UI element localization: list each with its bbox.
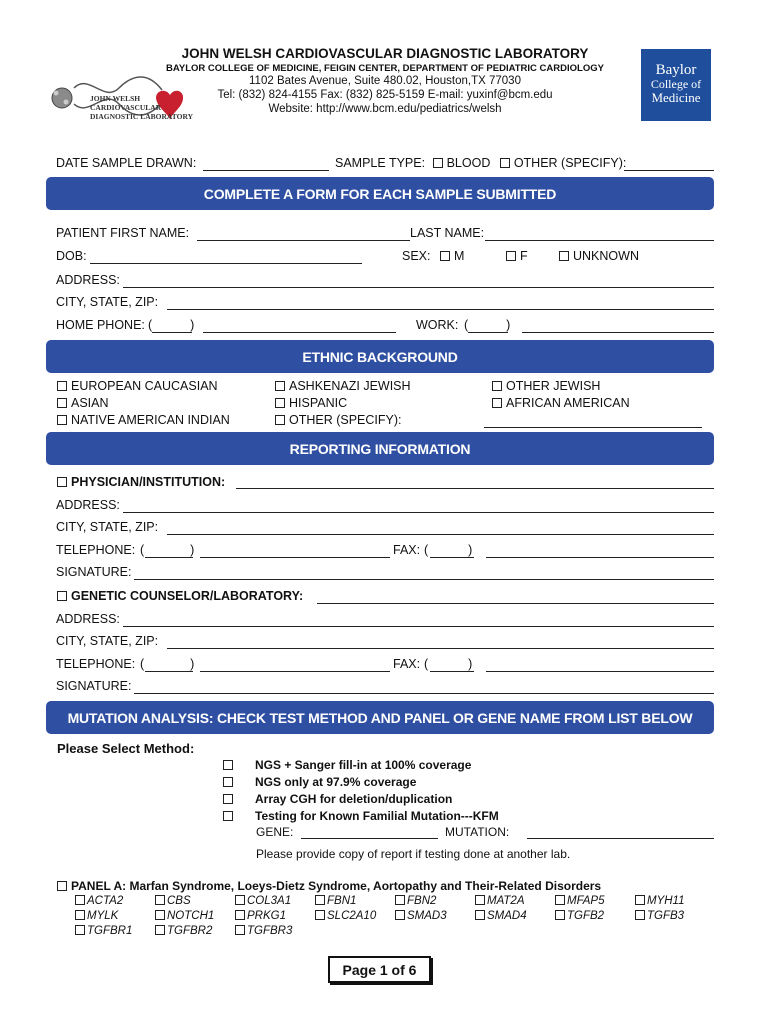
patient-city-label: CITY, STATE, ZIP: <box>56 295 159 309</box>
method-option: Array CGH for deletion/duplication <box>255 792 453 806</box>
gene-option[interactable]: PRKG1 <box>235 910 286 922</box>
physician-fax-label: FAX: <box>393 543 421 557</box>
ethnic-option: OTHER (SPECIFY): <box>289 413 402 427</box>
ethnic-checkbox[interactable] <box>275 381 285 391</box>
baylor-logo <box>641 49 711 121</box>
section-bar-ethnic: ETHNIC BACKGROUND <box>46 340 714 373</box>
work-phone-area[interactable]: ( ) <box>464 318 511 332</box>
gene-option[interactable]: SMAD4 <box>475 910 527 922</box>
ethnic-checkbox[interactable] <box>57 398 67 408</box>
ethnic-other-field[interactable] <box>484 427 702 428</box>
panel-a-checkbox[interactable] <box>57 881 67 891</box>
physician-fax-field[interactable] <box>486 557 714 558</box>
section-bar-reporting: REPORTING INFORMATION <box>46 432 714 465</box>
patient-address-label: ADDRESS: <box>56 273 120 287</box>
physician-telephone-label: TELEPHONE: <box>56 543 136 557</box>
last-name-field[interactable] <box>485 240 714 241</box>
ethnic-option: ASHKENAZI JEWISH <box>289 379 411 393</box>
kfm-mutation-field[interactable] <box>527 838 714 839</box>
ethnic-option: HISPANIC <box>289 396 348 410</box>
sex-m-checkbox[interactable] <box>440 251 450 261</box>
sex-label: SEX: <box>402 249 431 263</box>
method-checkbox[interactable] <box>223 811 233 821</box>
gene-option[interactable]: CBS <box>155 895 191 907</box>
gene-option[interactable]: MFAP5 <box>555 895 605 907</box>
section-bar-form-each: COMPLETE A FORM FOR EACH SAMPLE SUBMITTED <box>46 177 714 210</box>
kfm-gene-field[interactable] <box>301 838 438 839</box>
blood-checkbox[interactable] <box>433 158 443 168</box>
physician-telephone-area[interactable]: ( ) <box>140 543 195 557</box>
ethnic-col-1 <box>57 378 230 429</box>
ethnic-option: ASIAN <box>71 396 109 410</box>
sex-unknown-label: UNKNOWN <box>573 249 639 263</box>
baylor-logo-line-3: Medicine <box>651 90 701 105</box>
last-name-label: LAST NAME: <box>410 226 485 240</box>
counselor-address-field[interactable] <box>123 626 714 627</box>
home-phone-area-line[interactable] <box>152 332 192 333</box>
physician-telephone-area-line[interactable] <box>145 557 193 558</box>
physician-telephone-field[interactable] <box>200 557 390 558</box>
gene-option[interactable]: FBN1 <box>315 895 356 907</box>
physician-address-label: ADDRESS: <box>56 498 120 512</box>
counselor-fax-label: FAX: <box>393 657 421 671</box>
counselor-field[interactable] <box>317 603 714 604</box>
method-option: NGS only at 97.9% coverage <box>255 775 417 789</box>
page-indicator: Page 1 of 6 <box>328 956 431 983</box>
ethnic-option: AFRICAN AMERICAN <box>506 396 630 410</box>
counselor-signature-field[interactable] <box>134 693 714 694</box>
gene-option[interactable]: MYH11 <box>635 895 685 907</box>
physician-label: PHYSICIAN/INSTITUTION: <box>71 475 226 489</box>
logo-line-1: JOHN WELSH <box>90 94 141 103</box>
physician-fax-area[interactable]: ( ) <box>424 543 473 557</box>
gene-option[interactable]: TGFBR1 <box>75 925 132 937</box>
home-phone-field[interactable] <box>203 332 396 333</box>
lab-title: JOHN WELSH CARDIOVASCULAR DIAGNOSTIC LABORATORY <box>181 46 589 61</box>
counselor-telephone-label: TELEPHONE: <box>56 657 136 671</box>
sex-f-label: F <box>520 249 528 263</box>
ethnic-checkbox[interactable] <box>275 415 285 425</box>
counselor-city-field[interactable] <box>167 648 714 649</box>
sex-group <box>402 249 464 263</box>
college-line: BAYLOR COLLEGE OF MEDICINE, FEIGIN CENTER, DEPARTMENT OF PEDIATRIC CARDIOLOGY <box>166 63 604 74</box>
sample-type-label: SAMPLE TYPE: <box>335 156 426 170</box>
patient-city-field[interactable] <box>167 309 714 310</box>
select-method-label: Please Select Method: <box>57 741 195 756</box>
physician-city-field[interactable] <box>167 534 714 535</box>
ethnic-checkbox[interactable] <box>57 415 67 425</box>
gene-option[interactable]: NOTCH1 <box>155 910 214 922</box>
ethnic-option: NATIVE AMERICAN INDIAN <box>71 413 230 427</box>
gene-option[interactable]: FBN2 <box>395 895 436 907</box>
counselor-telephone-area[interactable]: ( ) <box>140 657 195 671</box>
dob-field[interactable] <box>90 263 362 264</box>
physician-fax-area-line[interactable] <box>430 557 474 558</box>
other-sample-field[interactable] <box>624 170 714 171</box>
gene-option[interactable]: SMAD3 <box>395 910 447 922</box>
logo-line-3: DIAGNOSTIC LABORATORY <box>90 112 194 121</box>
ethnic-option: EUROPEAN CAUCASIAN <box>71 379 218 393</box>
kfm-gene-label: GENE: <box>256 825 294 839</box>
ethnic-checkbox[interactable] <box>57 381 67 391</box>
gene-option[interactable]: TGFB3 <box>635 910 684 922</box>
counselor-signature-label: SIGNATURE: <box>56 679 132 693</box>
physician-signature-label: SIGNATURE: <box>56 565 132 579</box>
sex-unknown-checkbox[interactable] <box>559 251 569 261</box>
method-checkbox[interactable] <box>223 777 233 787</box>
logo-line-2: CARDIOVASCULAR <box>90 103 162 112</box>
method-option: NGS + Sanger fill-in at 100% coverage <box>255 758 472 772</box>
physician-checkbox[interactable] <box>57 477 67 487</box>
physician-field[interactable] <box>236 488 714 489</box>
lab-contact: Tel: (832) 824-4155 Fax: (832) 825-5159 E-mail: yuxinf@bcm.edu <box>217 89 553 101</box>
lab-website[interactable]: Website: http://www.bcm.edu/pediatrics/welsh <box>268 103 502 115</box>
ethnic-checkbox[interactable] <box>492 398 502 408</box>
home-phone-area[interactable]: ( ) <box>148 318 195 332</box>
ethnic-col-2 <box>275 378 411 429</box>
method-options <box>223 757 499 825</box>
patient-address-field[interactable] <box>123 287 714 288</box>
work-phone-area-line[interactable] <box>468 332 508 333</box>
counselor-telephone-area-line[interactable] <box>145 671 193 672</box>
home-phone-label: HOME PHONE: <box>56 318 145 332</box>
counselor-address-label: ADDRESS: <box>56 612 120 626</box>
method-checkbox[interactable] <box>223 760 233 770</box>
date-drawn-field[interactable] <box>203 170 329 171</box>
lab-address: 1102 Bates Avenue, Suite 480.02, Houston,TX 77030 <box>249 75 521 87</box>
method-option: Testing for Known Familial Mutation---KFM <box>255 809 499 823</box>
method-checkbox[interactable] <box>223 794 233 804</box>
counselor-telephone-field[interactable] <box>200 671 390 672</box>
gene-option[interactable]: TGFBR2 <box>155 925 212 937</box>
work-phone-label: WORK: <box>416 318 459 332</box>
counselor-city-label: CITY, STATE, ZIP: <box>56 634 159 648</box>
gene-option[interactable]: SLC2A10 <box>315 910 376 922</box>
physician-city-label: CITY, STATE, ZIP: <box>56 520 159 534</box>
counselor-fax-area-line[interactable] <box>430 671 474 672</box>
date-drawn-label: DATE SAMPLE DRAWN: <box>56 156 197 170</box>
sample-type-group <box>335 156 626 170</box>
physician-group <box>57 475 225 489</box>
first-name-field[interactable] <box>197 240 410 241</box>
gene-option[interactable]: MYLK <box>75 910 118 922</box>
first-name-label: PATIENT FIRST NAME: <box>56 226 190 240</box>
gene-option[interactable]: COL3A1 <box>235 895 291 907</box>
gene-option[interactable]: TGFBR3 <box>235 925 292 937</box>
counselor-group <box>57 589 303 603</box>
counselor-fax-field[interactable] <box>486 671 714 672</box>
gene-option[interactable]: TGFB2 <box>555 910 604 922</box>
panel-a-title: PANEL A: Marfan Syndrome, Loeys-Dietz Syndrome, Aortopathy and Their-Related Disorders <box>71 879 602 893</box>
kfm-mutation-label: MUTATION: <box>445 825 510 839</box>
ethnic-col-3 <box>492 378 630 412</box>
baylor-logo-line-1: Baylor <box>655 62 697 78</box>
counselor-label: GENETIC COUNSELOR/LABORATORY: <box>71 589 304 603</box>
blood-label: BLOOD <box>446 156 491 170</box>
sex-f-checkbox[interactable] <box>506 251 516 261</box>
panel-a-group <box>57 879 601 893</box>
ethnic-checkbox[interactable] <box>492 381 502 391</box>
section-bar-mutation: MUTATION ANALYSIS: CHECK TEST METHOD AND PANEL OR GENE NAME FROM LIST BELOW <box>46 701 714 734</box>
gene-option[interactable]: MAT2A <box>475 895 525 907</box>
ethnic-option: OTHER JEWISH <box>506 379 601 393</box>
physician-signature-field[interactable] <box>134 579 714 580</box>
dob-label: DOB: <box>56 249 87 263</box>
sex-m-label: M <box>453 249 465 263</box>
counselor-fax-area[interactable]: ( ) <box>424 657 473 671</box>
ethnic-checkbox[interactable] <box>275 398 285 408</box>
physician-address-field[interactable] <box>123 512 714 513</box>
baylor-logo-line-2: College of <box>650 77 702 91</box>
other-sample-label: OTHER (SPECIFY): <box>513 156 627 170</box>
work-phone-field[interactable] <box>522 332 714 333</box>
counselor-checkbox[interactable] <box>57 591 67 601</box>
gene-option[interactable]: ACTA2 <box>75 895 123 907</box>
other-sample-checkbox[interactable] <box>500 158 510 168</box>
prior-report-note: Please provide copy of report if testing done at another lab. <box>256 847 571 861</box>
